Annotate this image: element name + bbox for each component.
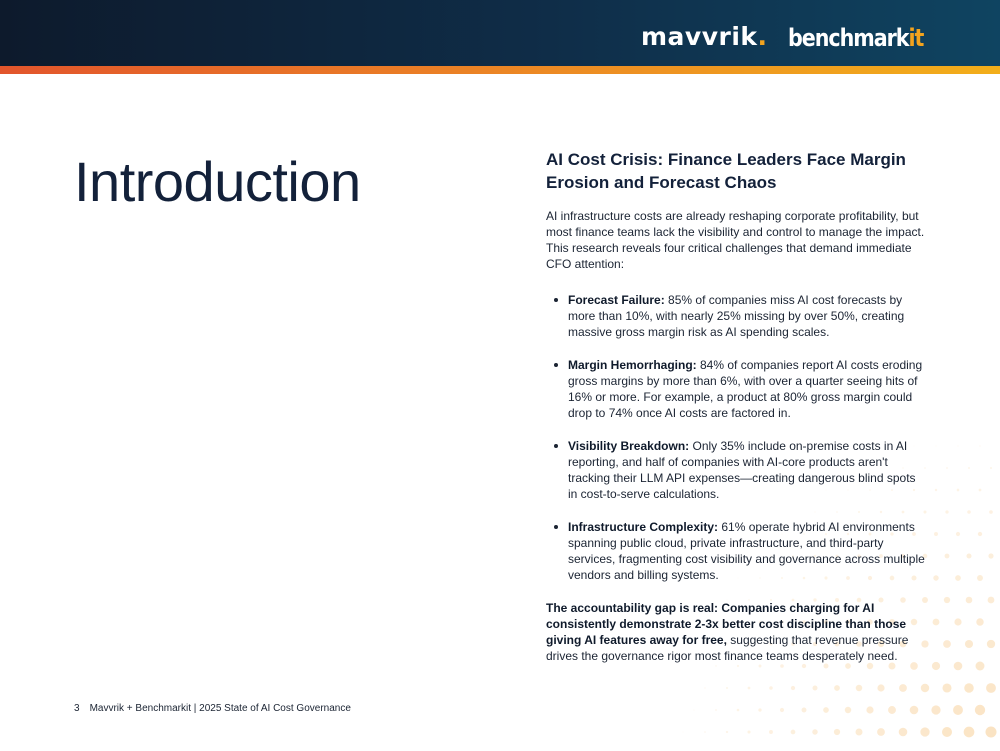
bullet-text: 84% of companies report AI costs eroding gross margins by more than 6%, with over a quarter seeing hits of 16% or more. For example, a product at 80% gross margin could drop to 74% once AI costs are factored in. (568, 358, 923, 420)
footer-text: Mavvrik + Benchmarkit | 2025 State of AI Cost Governance (89, 703, 351, 714)
intro-paragraph: AI infrastructure costs are already reshaping corporate profitability, but most finance teams lack the visibility and control to manage the impact. This research reveals four critical challenges that demand immediate CFO attention: (546, 209, 925, 271)
challenge-item-infrastructure-complexity (546, 519, 926, 583)
bullet-label: Margin Hemorrhaging: (568, 358, 697, 372)
bullet-text: 85% of companies miss AI cost forecasts by more than 10%, with nearly 25% missing by over 50%, creating massive gross margin risk as AI spending scales. (568, 293, 905, 339)
challenge-item-forecast-failure (546, 292, 926, 340)
challenge-item-margin-hemorrhaging (546, 357, 926, 421)
bullet-text: Only 35% include on-premise costs in AI reporting, and half of companies with AI-core products aren't tracking their LLM API expenses—creating dangerous blind spots in cost-to-serve calculations. (568, 439, 916, 501)
closing-paragraph (546, 600, 926, 664)
page-number: 3 (74, 703, 80, 714)
main-content (546, 148, 926, 664)
challenge-item-visibility-breakdown (546, 438, 926, 502)
header-accent-bar (0, 66, 1000, 74)
bullet-label: Forecast Failure: (568, 293, 665, 307)
page-footer (74, 702, 351, 716)
bullet-label: Infrastructure Complexity: (568, 520, 719, 534)
bullet-label: Visibility Breakdown: (568, 439, 690, 453)
closing-bold-text: The accountability gap is real: Companies charging for AI consistently demonstrate 2-3x better cost discipline than those giving AI features away for free, (546, 601, 907, 647)
closing-text: suggesting that revenue pressure drives the governance rigor most finance teams desperately need. (546, 633, 909, 663)
benchmarkit-logo: benchmarkit (788, 24, 924, 52)
challenge-list (546, 292, 926, 583)
mavvrik-logo: mavvrik. (641, 22, 768, 51)
header-band (0, 0, 1000, 66)
page-title: Introduction (74, 150, 361, 213)
bullet-text: 61% operate hybrid AI environments spanning public cloud, private infrastructure, and third-party services, fragmenting cost visibility and governance across multiple vendors and billing systems. (568, 520, 925, 582)
section-subtitle: AI Cost Crisis: Finance Leaders Face Margin Erosion and Forecast Chaos (546, 150, 906, 192)
